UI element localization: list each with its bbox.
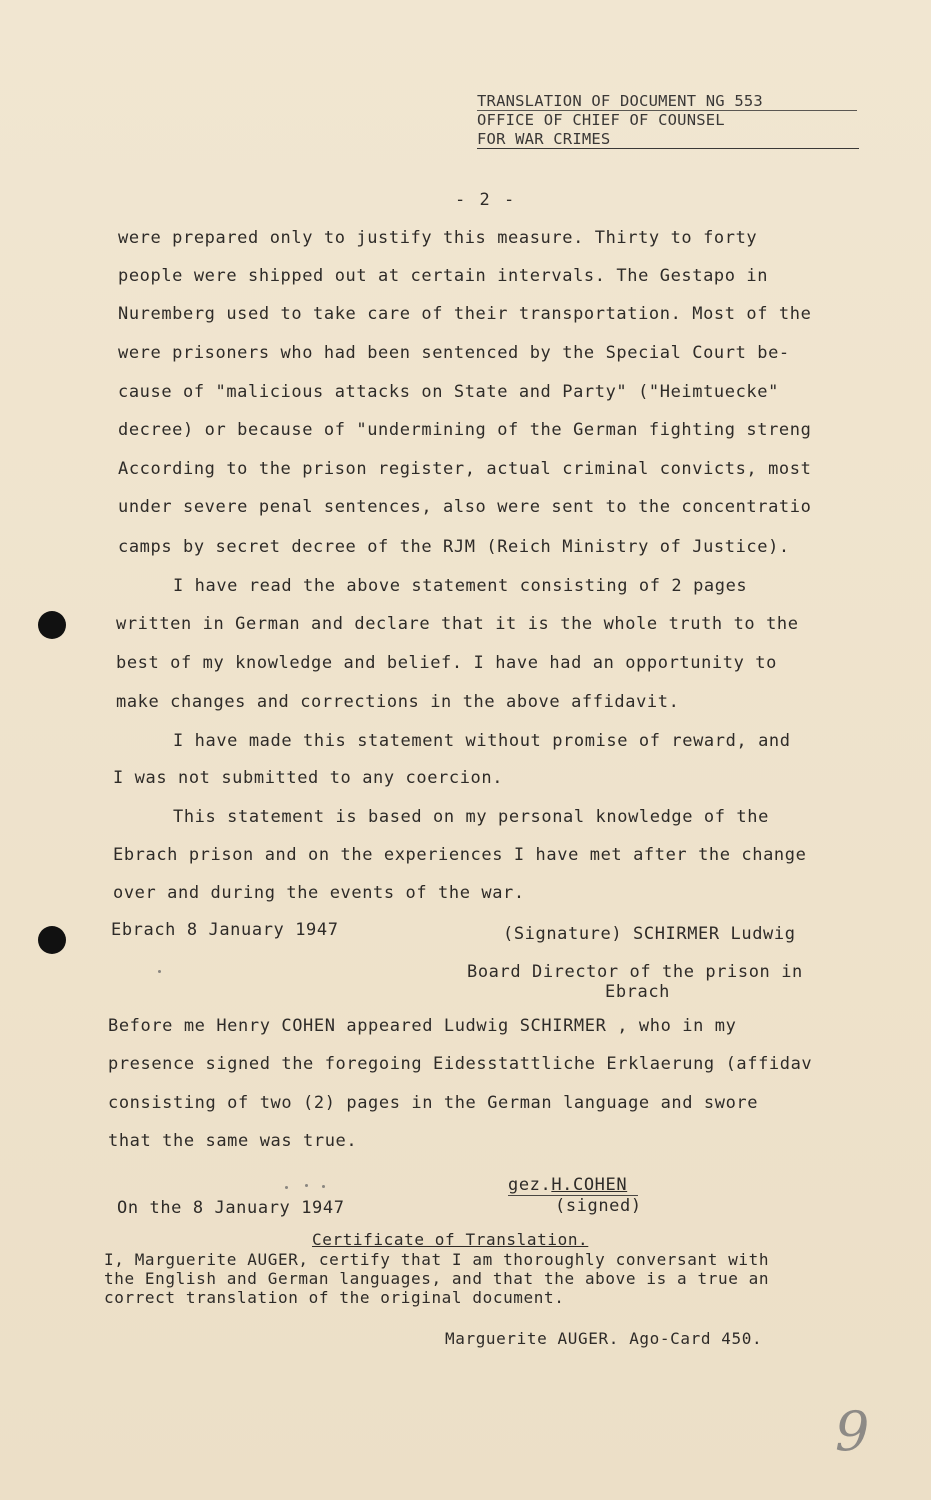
body-line: were prisoners who had been sentenced by the Special Court be- (118, 343, 790, 363)
oath-line: presence signed the foregoing Eidesstattliche Erklaerung (affidav (108, 1054, 813, 1074)
place-date: Ebrach 8 January 1947 (111, 920, 339, 940)
ink-speck (285, 1186, 288, 1189)
gez-label: gez. (508, 1175, 552, 1195)
ink-speck (322, 1185, 325, 1188)
certificate-line: I, Marguerite AUGER, certify that I am thoroughly conversant with (104, 1250, 770, 1269)
document-header (477, 92, 859, 149)
header-line-3: FOR WAR CRIMES (477, 130, 611, 148)
body-line: This statement is based on my personal knowledge of the (173, 807, 769, 827)
body-line: Ebrach prison and on the experiences I have met after the change (113, 845, 807, 865)
date-line: On the 8 January 1947 (117, 1198, 345, 1218)
gez-name: H.COHEN (551, 1175, 628, 1195)
header-underline-top (477, 110, 857, 111)
title-line-1: Board Director of the prison in (467, 962, 803, 982)
certificate-line: correct translation of the original document. (104, 1288, 565, 1307)
certificate-title: Certificate of Translation. (312, 1230, 589, 1249)
body-line: under severe penal sentences, also were sent to the concentratio (118, 497, 812, 517)
oath-line: Before me Henry COHEN appeared Ludwig SCHIRMER , who in my (108, 1016, 737, 1036)
body-line: best of my knowledge and belief. I have had an opportunity to (116, 653, 777, 673)
body-line: were prepared only to justify this measure. Thirty to forty (118, 228, 758, 248)
body-line: make changes and corrections in the above affidavit. (116, 692, 680, 712)
signature-line: (Signature) SCHIRMER Ludwig (503, 924, 796, 944)
body-line: According to the prison register, actual criminal convicts, most (118, 459, 812, 479)
oath-line: that the same was true. (108, 1131, 358, 1151)
punch-hole (38, 926, 66, 954)
header-underline-bottom (477, 148, 859, 149)
body-line: I was not submitted to any coercion. (113, 768, 504, 788)
body-line: I have made this statement without promise of reward, and (173, 731, 791, 751)
gez-signature (508, 1175, 627, 1195)
header-line-2: OFFICE OF CHIEF OF COUNSEL (477, 111, 725, 129)
signed-note: (signed) (555, 1196, 642, 1216)
body-line: cause of "malicious attacks on State and Party" ("Heimtuecke" (118, 382, 779, 402)
header-line-1: TRANSLATION OF DOCUMENT NG 553 (477, 92, 763, 110)
oath-line: consisting of two (2) pages in the German language and swore (108, 1093, 759, 1113)
body-line: camps by secret decree of the RJM (Reich Ministry of Justice). (118, 537, 790, 557)
body-line: I have read the above statement consisting of 2 pages (173, 576, 748, 596)
body-line: people were shipped out at certain intervals. The Gestapo in (118, 266, 769, 286)
body-line: over and during the events of the war. (113, 883, 525, 903)
handwritten-page-number: 9 (835, 1400, 870, 1463)
page-number: - 2 - (455, 190, 517, 210)
ink-speck (158, 970, 161, 973)
punch-hole (38, 611, 66, 639)
title-line-2: Ebrach (605, 982, 671, 1002)
translator-signature: Marguerite AUGER. Ago-Card 450. (445, 1329, 763, 1348)
body-line: decree) or because of "undermining of the German fighting streng (118, 420, 812, 440)
ink-speck (305, 1184, 308, 1187)
body-line: written in German and declare that it is the whole truth to the (116, 614, 799, 634)
certificate-line: the English and German languages, and that the above is a true an (104, 1269, 770, 1288)
body-line: Nuremberg used to take care of their transportation. Most of the (118, 304, 812, 324)
